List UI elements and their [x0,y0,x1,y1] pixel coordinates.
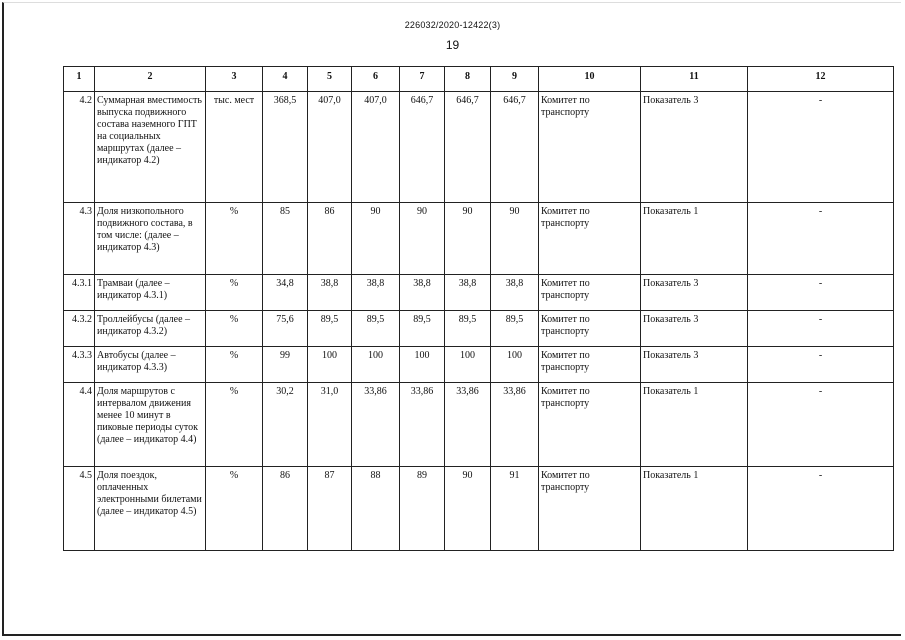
value-cell: 38,8 [400,275,445,311]
table-row [64,275,894,311]
row-number: 4.3.2 [64,311,95,347]
committee-cell: Комитет по транспорту [539,311,641,347]
column-header: 6 [352,67,400,92]
value-cell: 100 [445,347,491,383]
value-cell: 33,86 [491,383,539,467]
committee-cell: Комитет по транспорту [539,275,641,311]
column-header: 3 [206,67,263,92]
committee-cell: Комитет по транспорту [539,383,641,467]
value-cell: 89,5 [352,311,400,347]
indicator-name: Доля низкопольного подвижного состава, в том числе: (далее – индикатор 4.3) [95,203,206,275]
unit-cell: тыс. мест [206,92,263,203]
indicator-name: Троллейбусы (далее – индикатор 4.3.2) [95,311,206,347]
column-header: 9 [491,67,539,92]
column-header: 2 [95,67,206,92]
value-cell: 38,8 [308,275,352,311]
committee-cell: Комитет по транспорту [539,467,641,551]
value-cell: 368,5 [263,92,308,203]
row-number: 4.4 [64,383,95,467]
indicator-name: Трамваи (далее – индикатор 4.3.1) [95,275,206,311]
table-row [64,92,894,203]
indicators-table [63,66,894,551]
row-number: 4.3 [64,203,95,275]
note-cell: - [748,275,894,311]
column-header: 8 [445,67,491,92]
page-number: 19 [445,38,460,52]
value-cell: 90 [491,203,539,275]
value-cell: 646,7 [400,92,445,203]
column-header: 1 [64,67,95,92]
row-number: 4.2 [64,92,95,203]
indicator-name: Доля поездок, оплаченных электронными билетами (далее – индикатор 4.5) [95,467,206,551]
document-code: 226032/2020-12422(3) [404,20,501,30]
value-cell: 91 [491,467,539,551]
column-header: 12 [748,67,894,92]
column-header: 10 [539,67,641,92]
column-header: 7 [400,67,445,92]
column-header: 11 [641,67,748,92]
value-cell: 646,7 [445,92,491,203]
value-cell: 99 [263,347,308,383]
row-number: 4.5 [64,467,95,551]
value-cell: 88 [352,467,400,551]
value-cell: 75,6 [263,311,308,347]
indicator-ref-cell: Показатель 1 [641,467,748,551]
unit-cell: % [206,203,263,275]
indicator-name: Автобусы (далее – индикатор 4.3.3) [95,347,206,383]
value-cell: 407,0 [308,92,352,203]
committee-cell: Комитет по транспорту [539,92,641,203]
unit-cell: % [206,383,263,467]
table-row [64,203,894,275]
indicator-name: Доля маршрутов с интервалом движения менее 10 минут в пиковые периоды суток (далее – индикатор 4.4) [95,383,206,467]
unit-cell: % [206,311,263,347]
value-cell: 90 [445,203,491,275]
indicator-ref-cell: Показатель 3 [641,92,748,203]
value-cell: 89,5 [491,311,539,347]
column-header: 5 [308,67,352,92]
value-cell: 86 [263,467,308,551]
unit-cell: % [206,275,263,311]
value-cell: 646,7 [491,92,539,203]
value-cell: 90 [400,203,445,275]
value-cell: 86 [308,203,352,275]
note-cell: - [748,92,894,203]
value-cell: 90 [445,467,491,551]
value-cell: 30,2 [263,383,308,467]
value-cell: 100 [400,347,445,383]
note-cell: - [748,347,894,383]
value-cell: 89,5 [445,311,491,347]
value-cell: 38,8 [445,275,491,311]
note-cell: - [748,203,894,275]
note-cell: - [748,383,894,467]
value-cell: 89,5 [400,311,445,347]
unit-cell: % [206,347,263,383]
committee-cell: Комитет по транспорту [539,203,641,275]
table-header-row [64,67,894,92]
indicator-ref-cell: Показатель 3 [641,347,748,383]
value-cell: 89,5 [308,311,352,347]
value-cell: 33,86 [352,383,400,467]
value-cell: 89 [400,467,445,551]
indicator-ref-cell: Показатель 1 [641,203,748,275]
table-row [64,311,894,347]
value-cell: 87 [308,467,352,551]
column-header: 4 [263,67,308,92]
row-number: 4.3.1 [64,275,95,311]
note-cell: - [748,467,894,551]
row-number: 4.3.3 [64,347,95,383]
unit-cell: % [206,467,263,551]
note-cell: - [748,311,894,347]
value-cell: 33,86 [400,383,445,467]
indicator-name: Суммарная вместимость выпуска подвижного состава наземного ГПТ на социальных маршрутах (далее – индикатор 4.2) [95,92,206,203]
value-cell: 100 [308,347,352,383]
value-cell: 85 [263,203,308,275]
table-row [64,347,894,383]
indicator-ref-cell: Показатель 3 [641,275,748,311]
value-cell: 407,0 [352,92,400,203]
committee-cell: Комитет по транспорту [539,347,641,383]
value-cell: 38,8 [352,275,400,311]
value-cell: 100 [491,347,539,383]
value-cell: 31,0 [308,383,352,467]
value-cell: 38,8 [491,275,539,311]
value-cell: 100 [352,347,400,383]
indicator-ref-cell: Показатель 3 [641,311,748,347]
value-cell: 90 [352,203,400,275]
value-cell: 33,86 [445,383,491,467]
table-row [64,467,894,551]
table-row [64,383,894,467]
indicator-ref-cell: Показатель 1 [641,383,748,467]
value-cell: 34,8 [263,275,308,311]
